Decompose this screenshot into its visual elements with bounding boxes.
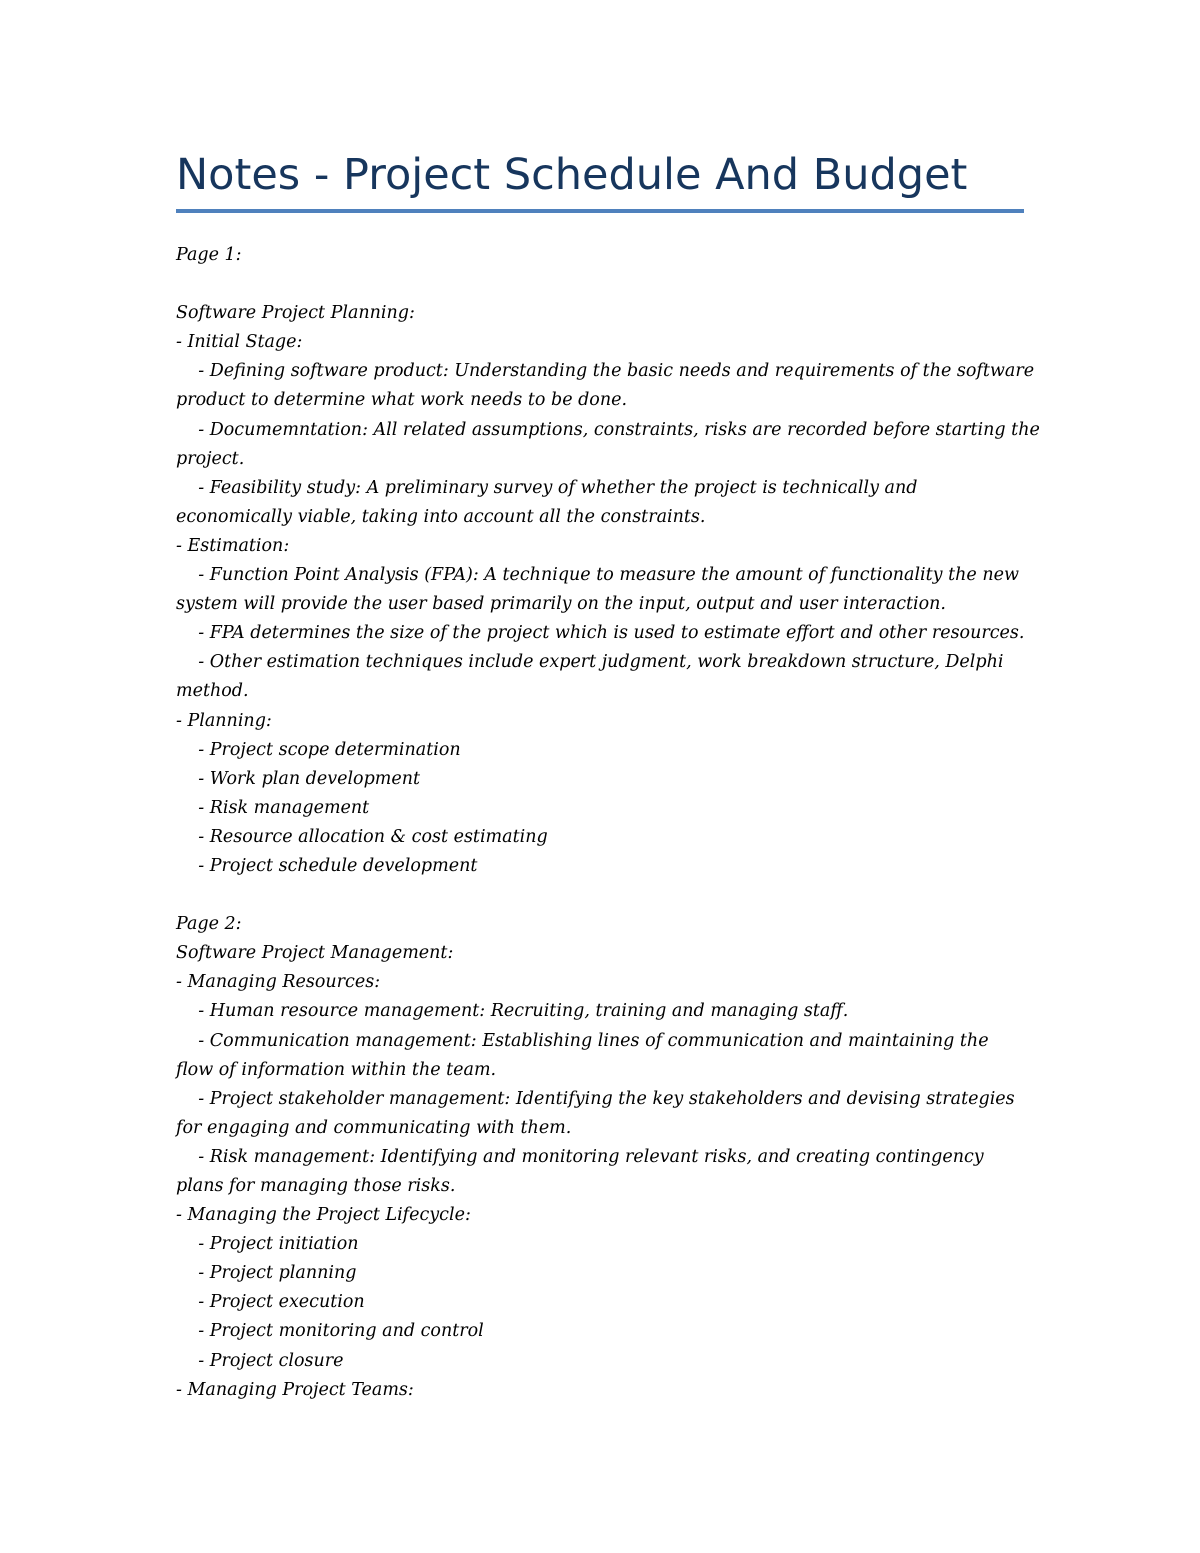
text-line: - Managing the Project Lifecycle:	[176, 1205, 471, 1226]
text-line: - Risk management	[176, 797, 370, 818]
blank-line	[176, 881, 1031, 910]
text-line: Software Project Planning:	[176, 303, 415, 324]
text-line: system will provide the user based primarily on the input, output and user interaction.	[176, 594, 946, 615]
text-line: - FPA determines the size of the project which is used to estimate effort and other resources.	[176, 623, 1025, 644]
text-line: - Function Point Analysis (FPA): A technique to measure the amount of functionality the new	[176, 565, 1019, 586]
text-line: product to determine what work needs to be done.	[176, 390, 628, 411]
text-line: - Project monitoring and control	[176, 1321, 484, 1342]
text-line: - Managing Resources:	[176, 972, 381, 993]
text-line: - Communication management: Establishing lines of communication and maintaining the	[176, 1030, 989, 1051]
text-line: - Other estimation techniques include expert judgment, work breakdown structure, Delphi	[176, 652, 1004, 673]
text-line: - Planning:	[176, 710, 272, 731]
document-body	[176, 241, 1040, 1405]
text-line: for engaging and communicating with them.	[176, 1117, 572, 1138]
text-line: - Initial Stage:	[176, 332, 303, 353]
text-line: method.	[176, 681, 249, 702]
text-line: Software Project Management:	[176, 943, 454, 964]
text-line: - Estimation:	[176, 535, 290, 556]
text-line: - Defining software product: Understanding the basic needs and requirements of the software	[176, 361, 1035, 382]
text-line: - Human resource management: Recruiting, training and managing staff.	[176, 1001, 849, 1022]
text-line: - Project initiation	[176, 1234, 359, 1255]
text-line: - Feasibility study: A preliminary survey of whether the project is technically and	[176, 477, 918, 498]
text-line: Page 1:	[176, 245, 242, 265]
text-line: - Project stakeholder management: Identifying the key stakeholders and devising strategies	[176, 1088, 1015, 1109]
text-line: - Project schedule development	[176, 855, 478, 876]
document-title: Notes - Project Schedule And Budget	[176, 150, 968, 200]
text-line: - Project closure	[176, 1350, 344, 1371]
text-line: plans for managing those risks.	[176, 1176, 456, 1196]
text-line: - Managing Project Teams:	[176, 1379, 414, 1400]
text-line: project.	[176, 448, 245, 469]
text-line: flow of information within the team.	[176, 1059, 497, 1080]
text-line: - Documemntation: All related assumptions, constraints, risks are recorded before starting the	[176, 419, 1040, 440]
text-line: - Project scope determination	[176, 739, 461, 760]
text-line: - Risk management: Identifying and monitoring relevant risks, and creating contingency	[176, 1146, 984, 1167]
text-line: economically viable, taking into account all the constraints.	[176, 506, 706, 527]
text-line: Page 2:	[176, 914, 242, 935]
text-line: - Work plan development	[176, 768, 421, 789]
text-line: - Resource allocation & cost estimating	[176, 826, 548, 847]
text-line: - Project execution	[176, 1292, 365, 1313]
blank-line	[176, 270, 1031, 299]
title-underline	[176, 209, 1024, 213]
text-line: - Project planning	[176, 1263, 357, 1284]
